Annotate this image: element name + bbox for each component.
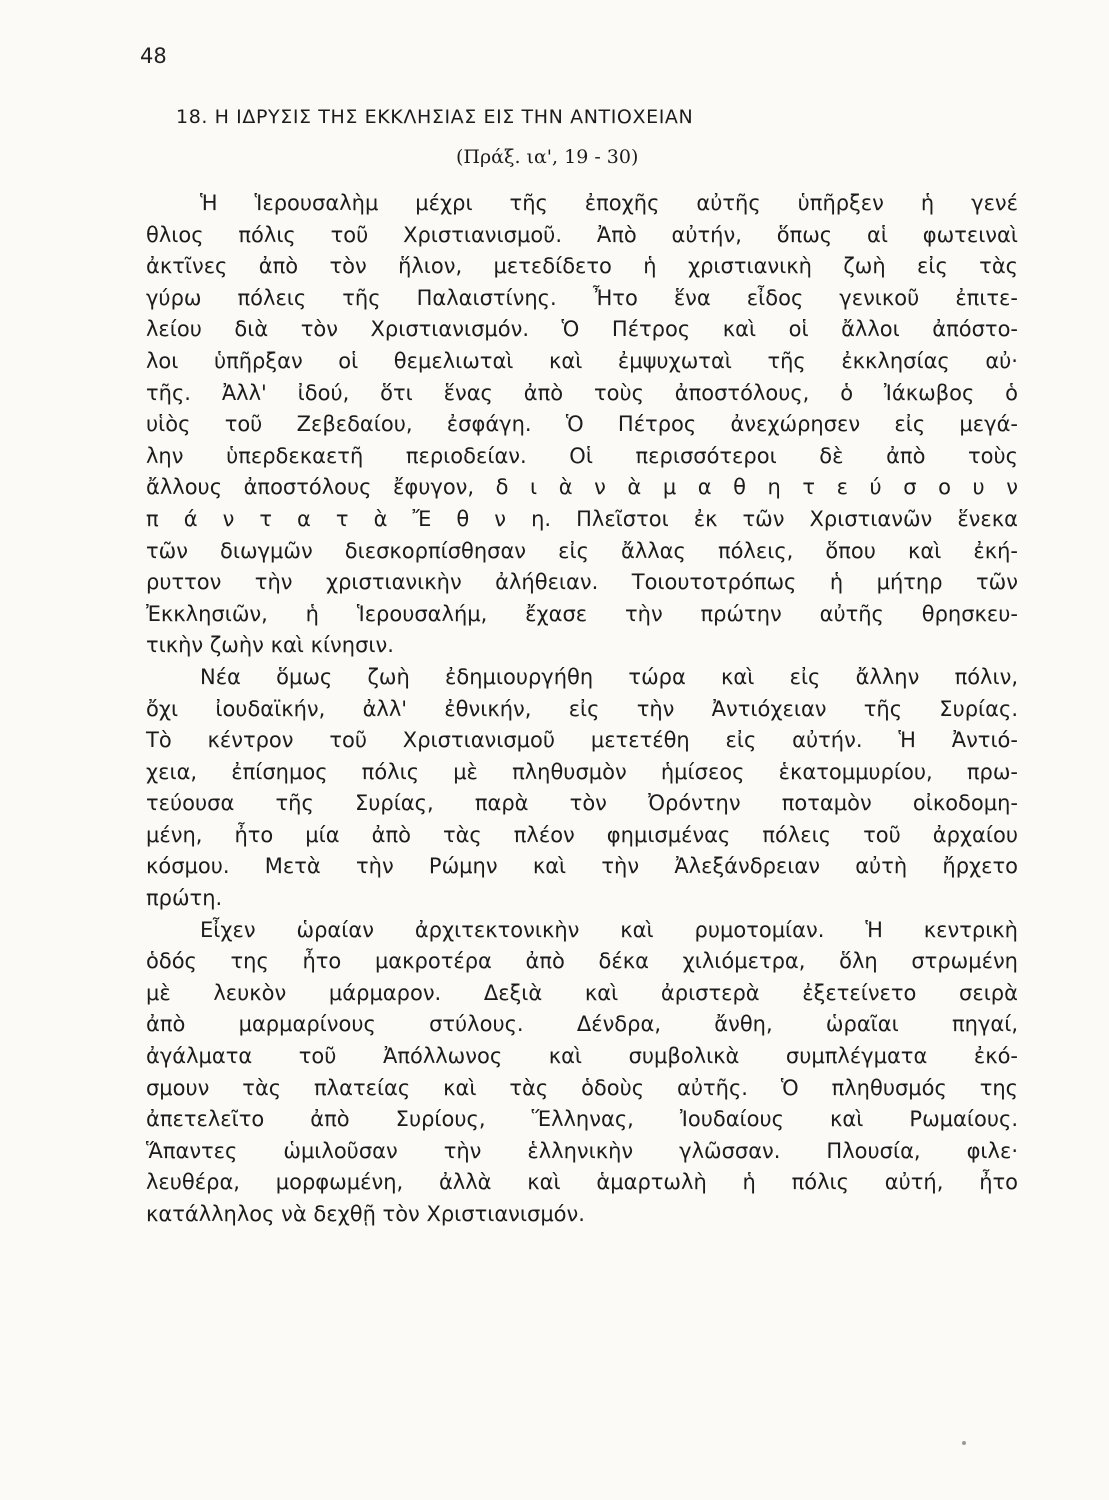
text-line: ἀκτῖνες ἀπὸ τὸν ἥλιον, μετεδίδετο ἡ χριστιανικὴ ζωὴ εἰς τὰς xyxy=(146,254,1018,279)
text-line: σμουν τὰς πλατείας καὶ τὰς ὁδοὺς αὐτῆς. Ὁ πληθυσμός της xyxy=(146,1075,1018,1100)
text-line: τῆς. Ἀλλ' ἰδού, ὅτι ἕνας ἀπὸ τοὺς ἀποστόλους, ὁ Ἰάκωβος ὁ xyxy=(146,380,1018,405)
text-line: λείου διὰ τὸν Χριστιανισμόν. Ὁ Πέτρος καὶ οἱ ἄλλοι ἀπόστο- xyxy=(146,317,1018,342)
text-line: ἀγάλματα τοῦ Ἀπόλλωνος καὶ συμβολικὰ συμπλέγματα ἐκό- xyxy=(146,1044,1018,1069)
text-line: μὲ λευκὸν μάρμαρον. Δεξιὰ καὶ ἀριστερὰ ἐξετείνετο σειρὰ xyxy=(146,980,1018,1005)
text-line: μένη, ἦτο μία ἀπὸ τὰς πλέον φημισμένας πόλεις τοῦ ἀρχαίου xyxy=(146,822,1018,847)
text-line: Νέα ὅμως ζωὴ ἐδημιουργήθη τώρα καὶ εἰς ἄλλην πόλιν, xyxy=(200,664,1018,689)
text-line: Τὸ κέντρον τοῦ Χριστιανισμοῦ μετετέθη εἰς αὐτήν. Ἡ Ἀντιό- xyxy=(146,728,1018,753)
text-line: ρυττον τὴν χριστιανικὴν ἀλήθειαν. Τοιουτοτρόπως ἡ μήτηρ τῶν xyxy=(146,570,1018,595)
body-text xyxy=(146,188,1018,1231)
text-line: θλιος πόλις τοῦ Χριστιανισμοῦ. Ἀπὸ αὐτήν, ὅπως αἱ φωτειναὶ xyxy=(146,222,1018,247)
chapter-reference: (Πράξ. ια', 19 - 30) xyxy=(456,146,639,168)
text-line: γύρω πόλεις τῆς Παλαιστίνης. Ἦτο ἕνα εἶδος γενικοῦ ἐπιτε- xyxy=(146,285,1018,310)
text-line: υἱὸς τοῦ Ζεβεδαίου, ἐσφάγη. Ὁ Πέτρος ἀνεχώρησεν εἰς μεγά- xyxy=(146,412,1018,437)
text-line: Ἐκκλησιῶν, ἡ Ἱερουσαλήμ, ἔχασε τὴν πρώτην αὐτῆς θρησκευ- xyxy=(146,601,1018,626)
text-line: κόσμου. Μετὰ τὴν Ρώμην καὶ τὴν Ἀλεξάνδρειαν αὐτὴ ἤρχετο xyxy=(146,854,1018,879)
chapter-title: 18. Η ΙΔΡΥΣΙΣ ΤΗΣ ΕΚΚΛΗΣΙΑΣ ΕΙΣ ΤΗΝ ΑΝΤΙΟΧΕΙΑΝ xyxy=(176,106,694,128)
text-line: λευθέρα, μορφωμένη, ἀλλὰ καὶ ἁμαρτωλὴ ἡ πόλις αὐτή, ἦτο xyxy=(146,1170,1018,1195)
text-line: ἄλλους ἀποστόλους ἔφυγον, δ ι ὰ ν ὰ μ α θ η τ ε ύ σ ο υ ν xyxy=(146,475,1018,500)
text-line: Ἅπαντες ὡμιλοῦσαν τὴν ἑλληνικὴν γλῶσσαν. Πλουσία, φιλε· xyxy=(146,1138,1018,1163)
text-line: χεια, ἐπίσημος πόλις μὲ πληθυσμὸν ἡμίσεος ἑκατομμυρίου, πρω- xyxy=(146,759,1018,784)
text-line: πρώτη. xyxy=(146,886,223,911)
text-line: τικὴν ζωὴν καὶ κίνησιν. xyxy=(146,633,394,658)
text-line: τῶν διωγμῶν διεσκορπίσθησαν εἰς ἄλλας πόλεις, ὅπου καὶ ἐκή- xyxy=(146,538,1018,563)
text-line: κατάλληλος νὰ δεχθῇ τὸν Χριστιανισμόν. xyxy=(146,1202,585,1226)
text-line: ἀπὸ μαρμαρίνους στύλους. Δένδρα, ἄνθη, ὡραῖαι πηγαί, xyxy=(146,1012,1018,1037)
text-line: ἀπετελεῖτο ἀπὸ Συρίους, Ἕλληνας, Ἰουδαίους καὶ Ρωμαίους. xyxy=(146,1107,1018,1132)
paper-speck xyxy=(962,1441,966,1445)
text-line: τεύουσα τῆς Συρίας, παρὰ τὸν Ὀρόντην ποταμὸν οἰκοδομη- xyxy=(146,791,1018,816)
text-line: ὄχι ἰουδαϊκήν, ἀλλ' ἐθνικήν, εἰς τὴν Ἀντιόχειαν τῆς Συρίας. xyxy=(146,696,1018,721)
text-line: π ά ν τ α τ ὰ Ἔ θ ν η. Πλεῖστοι ἐκ τῶν Χριστιανῶν ἕνεκα xyxy=(146,506,1018,531)
text-line: ὁδός της ἦτο μακροτέρα ἀπὸ δέκα χιλιόμετρα, ὅλη στρωμένη xyxy=(146,949,1018,974)
text-line: Ἡ Ἱερουσαλὴμ μέχρι τῆς ἐποχῆς αὐτῆς ὑπῆρξεν ἡ γενέ xyxy=(200,191,1018,215)
text-line: Εἶχεν ὡραίαν ἀρχιτεκτονικὴν καὶ ρυμοτομίαν. Ἡ κεντρικὴ xyxy=(200,917,1018,942)
page-number: 48 xyxy=(140,44,167,68)
text-line: λοι ὑπῆρξαν οἱ θεμελιωταὶ καὶ ἐμψυχωταὶ τῆς ἐκκλησίας αὐ· xyxy=(146,348,1018,373)
text-line: λην ὑπερδεκαετῆ περιοδείαν. Οἱ περισσότεροι δὲ ἀπὸ τοὺς xyxy=(146,443,1018,468)
